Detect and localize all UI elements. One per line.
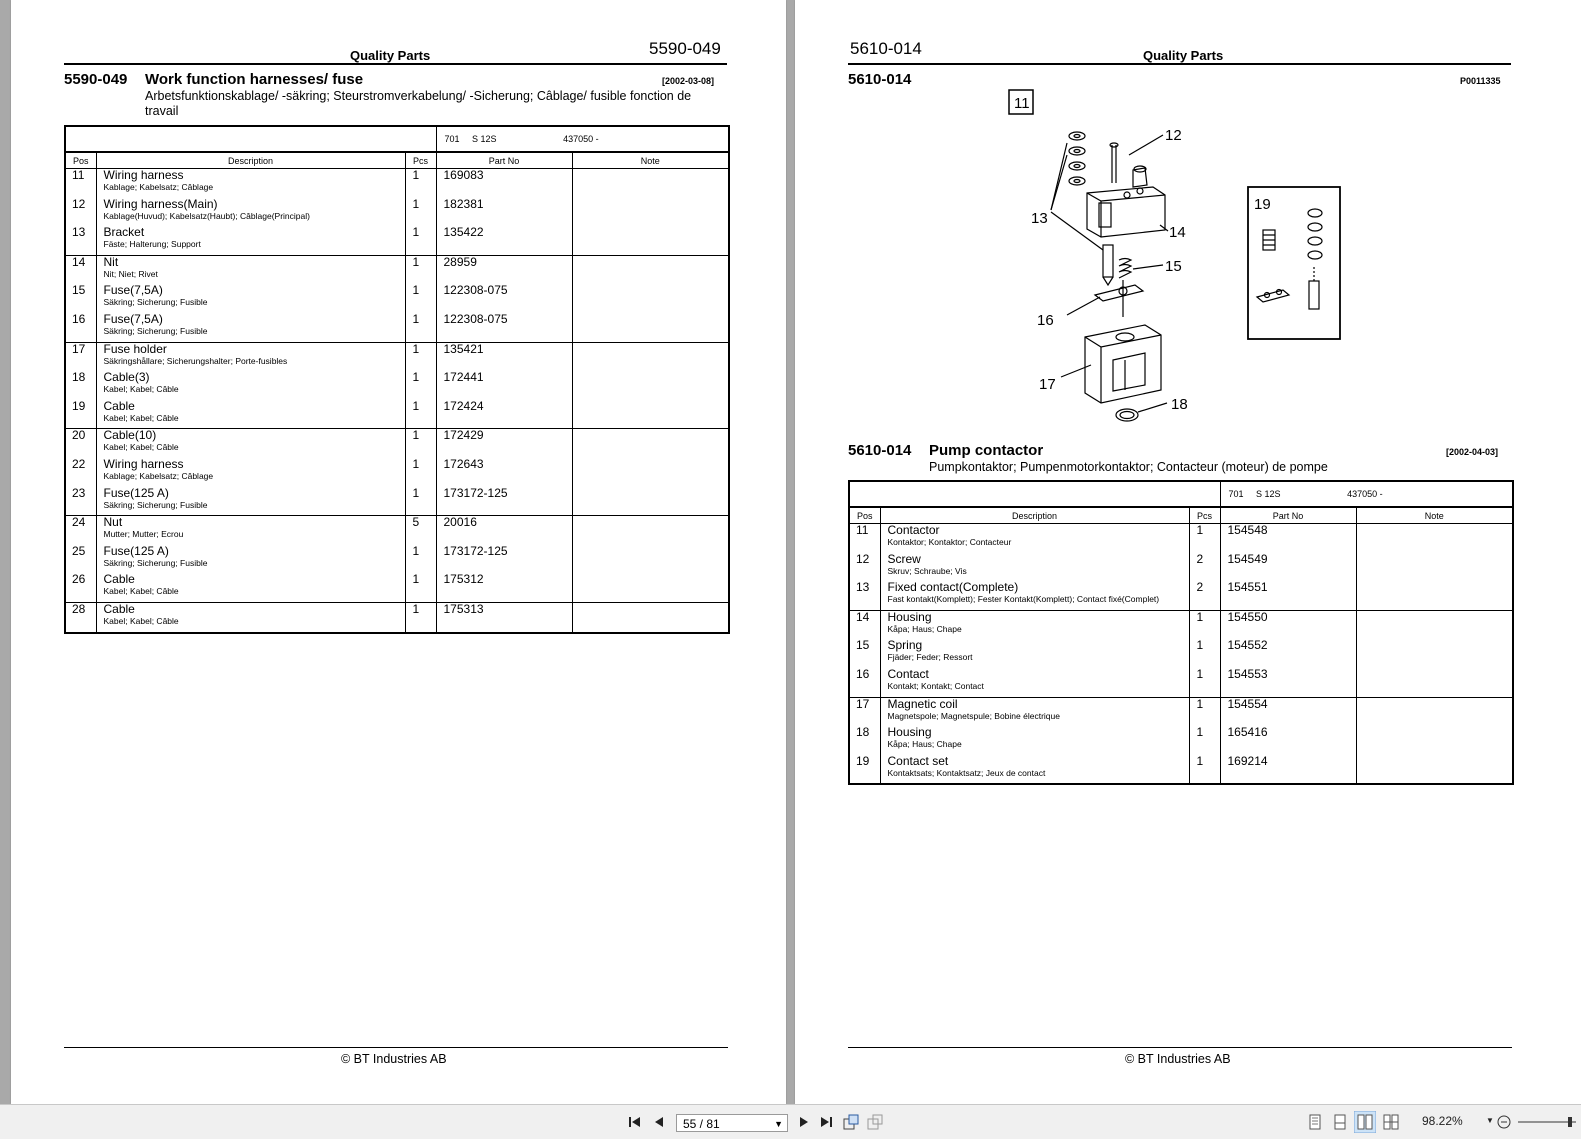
row-pcs: 1 bbox=[1189, 639, 1220, 668]
table-model-info bbox=[436, 126, 729, 152]
row-note bbox=[1356, 726, 1513, 755]
row-note bbox=[572, 371, 729, 400]
row-description bbox=[96, 313, 405, 342]
row-part-no: 175313 bbox=[436, 602, 572, 632]
row-desc-translations: Skruv; Schraube; Vis bbox=[887, 565, 967, 576]
row-pos: 28 bbox=[72, 601, 86, 616]
row-pos: 16 bbox=[65, 313, 96, 342]
row-description bbox=[880, 697, 1189, 726]
row-desc-translations: Fäste; Halterung; Support bbox=[103, 239, 201, 250]
zoom-out-icon[interactable] bbox=[1496, 1114, 1512, 1130]
row-pos: 18 bbox=[72, 370, 86, 385]
row-desc-translations: Kabel; Kabel; Câble bbox=[103, 615, 179, 626]
row-part-no: 182381 bbox=[436, 198, 572, 227]
row-note bbox=[1356, 581, 1513, 610]
row-note bbox=[572, 516, 729, 545]
callout-12: 12 bbox=[1165, 127, 1182, 144]
table-row bbox=[65, 371, 729, 400]
col-description: Description bbox=[96, 152, 405, 169]
row-part-no: 154550 bbox=[1220, 610, 1356, 639]
zoom-slider[interactable] bbox=[1516, 1114, 1578, 1130]
row-pos: 13 bbox=[849, 581, 880, 610]
table-row bbox=[849, 668, 1513, 697]
row-description bbox=[96, 429, 405, 458]
row-desc-main: Contact set bbox=[887, 753, 949, 768]
row-pcs: 2 bbox=[1189, 581, 1220, 610]
col-part-no: Part No bbox=[436, 152, 572, 169]
row-pos: 25 bbox=[72, 543, 86, 558]
continuous-two-page-icon[interactable] bbox=[1382, 1113, 1400, 1131]
row-note bbox=[572, 313, 729, 342]
row-desc-main: Fuse holder bbox=[103, 341, 167, 356]
row-pcs: 5 bbox=[405, 516, 436, 545]
row-pos: 24 bbox=[72, 515, 86, 530]
row-part-no: 165416 bbox=[1220, 726, 1356, 755]
chevron-down-icon[interactable]: ▼ bbox=[774, 1119, 783, 1129]
zoom-dropdown-icon[interactable]: ▼ bbox=[1486, 1116, 1494, 1125]
table-row bbox=[849, 726, 1513, 755]
table-row bbox=[65, 429, 729, 458]
table-row bbox=[65, 458, 729, 487]
row-description bbox=[96, 545, 405, 574]
single-page-icon[interactable] bbox=[1307, 1113, 1323, 1131]
row-desc-translations: Säkring; Sicherung; Fusible bbox=[103, 557, 208, 568]
prev-page-icon[interactable] bbox=[652, 1114, 666, 1130]
row-part-no: 173172-125 bbox=[436, 487, 572, 516]
table-row bbox=[65, 545, 729, 574]
row-description bbox=[96, 169, 405, 198]
row-note bbox=[1356, 524, 1513, 553]
row-note bbox=[572, 573, 729, 602]
row-desc-main: Fuse(7,5A) bbox=[103, 311, 163, 326]
page-left bbox=[11, 0, 786, 1104]
row-desc-main: Fuse(7,5A) bbox=[103, 283, 163, 298]
row-pos: 20 bbox=[72, 428, 86, 443]
table-row bbox=[65, 169, 729, 198]
row-pcs: 1 bbox=[405, 487, 436, 516]
row-pos: 19 bbox=[65, 400, 96, 429]
row-desc-main: Cable(10) bbox=[103, 428, 157, 443]
row-note bbox=[1356, 697, 1513, 726]
table-row bbox=[849, 697, 1513, 726]
row-part-no: 28959 bbox=[436, 255, 572, 284]
callout-19: 19 bbox=[1254, 196, 1271, 213]
row-desc-main: Nit bbox=[103, 254, 119, 269]
row-desc-main: Contactor bbox=[887, 523, 940, 537]
row-pos: 15 bbox=[856, 638, 870, 653]
row-note bbox=[572, 284, 729, 313]
footer-rule bbox=[64, 1047, 728, 1048]
table-row bbox=[65, 226, 729, 255]
col-pos: Pos bbox=[65, 152, 96, 169]
section-date: [2002-04-03] bbox=[1446, 447, 1499, 457]
row-pcs: 1 bbox=[405, 371, 436, 400]
row-desc-translations: Säkring; Sicherung; Fusible bbox=[103, 297, 208, 308]
row-part-no: 154549 bbox=[1220, 553, 1356, 582]
table-row bbox=[849, 755, 1513, 785]
row-pcs: 1 bbox=[405, 429, 436, 458]
row-note bbox=[572, 458, 729, 487]
row-desc-translations: Fjäder; Feder; Ressort bbox=[887, 652, 973, 663]
row-pcs: 2 bbox=[1189, 553, 1220, 582]
row-desc-main: Housing bbox=[887, 725, 932, 740]
row-pcs: 1 bbox=[405, 198, 436, 227]
row-pos: 17 bbox=[856, 696, 870, 711]
row-desc-translations: Kablage; Kabelsatz; Câblage bbox=[103, 470, 214, 481]
row-note bbox=[572, 226, 729, 255]
row-note bbox=[572, 169, 729, 198]
page-number-input[interactable] bbox=[676, 1114, 788, 1132]
row-desc-translations: Kabel; Kabel; Câble bbox=[103, 442, 179, 453]
col-description: Description bbox=[880, 507, 1189, 524]
row-desc-main: Fixed contact(Complete) bbox=[887, 580, 1019, 595]
row-desc-translations: Kontaktsats; Kontaktsatz; Jeux de contact bbox=[887, 767, 1046, 778]
row-desc-translations: Mutter; Mutter; Ecrou bbox=[103, 529, 184, 540]
row-note bbox=[572, 255, 729, 284]
row-part-no: 154551 bbox=[1220, 581, 1356, 610]
row-note bbox=[572, 400, 729, 429]
serial-range: 437050 - bbox=[563, 134, 599, 144]
footer-copyright: © BT Industries AB bbox=[1125, 1052, 1231, 1066]
page-right bbox=[795, 0, 1581, 1104]
exploded-view-figure bbox=[995, 85, 1355, 430]
row-description bbox=[96, 400, 405, 429]
row-description bbox=[880, 553, 1189, 582]
row-note bbox=[1356, 610, 1513, 639]
row-pos: 22 bbox=[72, 456, 86, 471]
row-description bbox=[96, 602, 405, 632]
row-pcs: 1 bbox=[1189, 668, 1220, 697]
row-desc-translations: Kablage(Huvud); Kabelsatz(Haubt); Câblage(Principal) bbox=[103, 210, 310, 221]
row-desc-translations: Kablage; Kabelsatz; Câblage bbox=[103, 182, 214, 192]
row-desc-main: Bracket bbox=[103, 225, 145, 240]
table-row bbox=[65, 516, 729, 545]
table-header bbox=[849, 507, 1513, 524]
row-desc-main: Cable bbox=[103, 601, 135, 616]
row-part-no: 169083 bbox=[436, 169, 572, 198]
row-pcs: 1 bbox=[405, 342, 436, 371]
row-desc-translations: Fast kontakt(Komplett); Fester Kontakt(Komplett); Contact fixé(Complet) bbox=[887, 594, 1160, 605]
row-pcs: 1 bbox=[405, 400, 436, 429]
section-date: [2002-03-08] bbox=[662, 76, 715, 86]
model-code: 701 bbox=[444, 134, 460, 144]
table-row bbox=[65, 255, 729, 284]
row-part-no: 172441 bbox=[436, 371, 572, 400]
row-note bbox=[1356, 639, 1513, 668]
image-ref: P0011335 bbox=[1460, 76, 1501, 86]
footer-rule bbox=[848, 1047, 1512, 1048]
row-pcs: 1 bbox=[1189, 697, 1220, 726]
table-model-info bbox=[1220, 481, 1513, 507]
row-pcs: 1 bbox=[405, 226, 436, 255]
col-pcs: Pcs bbox=[405, 152, 436, 169]
header-rule bbox=[848, 63, 1511, 65]
row-description bbox=[880, 524, 1189, 553]
row-pos: 16 bbox=[849, 668, 880, 697]
col-part-no: Part No bbox=[1220, 507, 1356, 524]
table-row bbox=[849, 553, 1513, 582]
row-part-no: 135421 bbox=[436, 342, 572, 371]
row-pcs: 1 bbox=[405, 458, 436, 487]
row-desc-main: Contact bbox=[887, 666, 929, 681]
col-note: Note bbox=[572, 152, 729, 169]
row-desc-main: Housing bbox=[887, 609, 932, 624]
row-desc-translations: Kontakt; Kontakt; Contact bbox=[887, 680, 984, 691]
row-desc-main: Wiring harness(Main) bbox=[103, 196, 218, 211]
row-description bbox=[96, 255, 405, 284]
table-row bbox=[65, 342, 729, 371]
row-pos: 14 bbox=[72, 254, 86, 269]
row-part-no: 173172-125 bbox=[436, 545, 572, 574]
row-pos: 26 bbox=[65, 573, 96, 602]
table-row bbox=[65, 573, 729, 602]
row-pcs: 1 bbox=[1189, 610, 1220, 639]
table-row bbox=[849, 581, 1513, 610]
row-part-no: 172429 bbox=[436, 429, 572, 458]
row-desc-main: Magnetic coil bbox=[887, 696, 958, 711]
row-part-no: 135422 bbox=[436, 226, 572, 255]
row-part-no: 122308-075 bbox=[436, 284, 572, 313]
callout-18: 18 bbox=[1171, 396, 1188, 413]
two-page-icon[interactable] bbox=[1354, 1111, 1376, 1133]
row-pos: 12 bbox=[856, 551, 870, 566]
section-subtitle: Pumpkontaktor; Pumpenmotorkontaktor; Contacteur (moteur) de pompe bbox=[929, 460, 1328, 474]
row-part-no: 154554 bbox=[1220, 697, 1356, 726]
row-description bbox=[96, 284, 405, 313]
row-part-no: 154548 bbox=[1220, 524, 1356, 553]
row-description bbox=[96, 226, 405, 255]
table-row bbox=[65, 198, 729, 227]
serial-range: 437050 - bbox=[1347, 489, 1383, 499]
row-pcs: 1 bbox=[405, 602, 436, 632]
header-number: 5610-014 bbox=[850, 39, 922, 58]
model-name: S 12S bbox=[472, 134, 497, 144]
row-pcs: 1 bbox=[405, 169, 436, 198]
table-row bbox=[849, 610, 1513, 639]
row-desc-translations: Nit; Niet; Rivet bbox=[103, 268, 158, 279]
row-desc-main: Cable(3) bbox=[103, 370, 150, 385]
table-row bbox=[65, 313, 729, 342]
table-row bbox=[65, 400, 729, 429]
row-part-no: 20016 bbox=[436, 516, 572, 545]
header-rule bbox=[64, 63, 727, 65]
row-part-no: 172643 bbox=[436, 458, 572, 487]
row-pcs: 1 bbox=[405, 284, 436, 313]
table-row bbox=[849, 639, 1513, 668]
row-note bbox=[1356, 755, 1513, 785]
row-desc-main: Cable bbox=[103, 572, 135, 587]
zoom-level[interactable]: 98.22% bbox=[1422, 1114, 1463, 1128]
row-description bbox=[96, 516, 405, 545]
row-description bbox=[880, 755, 1189, 785]
last-page-icon[interactable] bbox=[818, 1114, 834, 1130]
row-desc-translations: Kontaktor; Kontaktor; Contacteur bbox=[887, 537, 1012, 547]
fit-width-icon[interactable] bbox=[866, 1113, 884, 1131]
table-header bbox=[65, 152, 729, 169]
row-desc-main: Nut bbox=[103, 515, 123, 530]
header-title: Quality Parts bbox=[350, 48, 431, 63]
fit-page-icon[interactable] bbox=[842, 1113, 860, 1131]
section-title: Work function harnesses/ fuse bbox=[145, 71, 364, 88]
row-desc-translations: Säkringshållare; Sicherungshalter; Porte-fusibles bbox=[103, 355, 288, 366]
row-pos: 17 bbox=[72, 341, 86, 356]
first-page-icon[interactable] bbox=[627, 1114, 643, 1130]
row-note bbox=[572, 429, 729, 458]
model-name: S 12S bbox=[1256, 489, 1281, 499]
row-desc-main: Cable bbox=[103, 398, 135, 413]
table-row bbox=[65, 487, 729, 516]
row-desc-main: Screw bbox=[887, 551, 921, 566]
parts-table bbox=[848, 480, 1514, 785]
row-note bbox=[572, 487, 729, 516]
row-desc-main: Fuse(125 A) bbox=[103, 485, 169, 500]
row-pos: 11 bbox=[72, 168, 85, 182]
row-desc-translations: Magnetspole; Magnetspule; Bobine électrique bbox=[887, 710, 1060, 721]
section-number: 5590-049 bbox=[64, 71, 128, 88]
row-part-no: 154553 bbox=[1220, 668, 1356, 697]
row-description bbox=[880, 610, 1189, 639]
parts-table bbox=[64, 125, 730, 634]
row-part-no: 172424 bbox=[436, 400, 572, 429]
row-desc-translations: Kåpa; Haus; Chape bbox=[887, 623, 962, 634]
row-pos: 23 bbox=[65, 487, 96, 516]
page-indicator: 55 / 81 bbox=[683, 1117, 720, 1131]
row-pcs: 1 bbox=[1189, 726, 1220, 755]
callout-16: 16 bbox=[1037, 312, 1054, 329]
row-pcs: 1 bbox=[1189, 524, 1220, 553]
row-desc-main: Wiring harness bbox=[103, 456, 184, 471]
row-desc-translations: Kabel; Kabel; Câble bbox=[103, 412, 179, 423]
next-page-icon[interactable] bbox=[797, 1114, 811, 1130]
row-pcs: 1 bbox=[405, 545, 436, 574]
row-description bbox=[96, 487, 405, 516]
header-number: 5590-049 bbox=[649, 39, 721, 58]
viewer-toolbar bbox=[0, 1104, 1581, 1139]
row-part-no: 175312 bbox=[436, 573, 572, 602]
row-pcs: 1 bbox=[405, 255, 436, 284]
callout-14: 14 bbox=[1169, 224, 1186, 241]
header-title: Quality Parts bbox=[1143, 48, 1224, 63]
row-pos: 15 bbox=[72, 283, 86, 298]
section-title: Pump contactor bbox=[929, 442, 1044, 459]
section-number-top: 5610-014 bbox=[848, 71, 912, 88]
model-code: 701 bbox=[1228, 489, 1244, 499]
row-desc-main: Wiring harness bbox=[103, 168, 184, 182]
row-description bbox=[96, 573, 405, 602]
row-note bbox=[1356, 668, 1513, 697]
section-subtitle: Arbetsfunktionskablage/ -säkring; Steurstromverkabelung/ -Sicherung; Câblage/ fusible fonction de travail bbox=[145, 89, 692, 118]
row-description bbox=[96, 458, 405, 487]
row-pos: 12 bbox=[72, 196, 86, 211]
col-note: Note bbox=[1356, 507, 1513, 524]
row-pcs: 1 bbox=[405, 313, 436, 342]
row-part-no: 169214 bbox=[1220, 755, 1356, 785]
footer-copyright: © BT Industries AB bbox=[341, 1052, 447, 1066]
row-desc-translations: Säkring; Sicherung; Fusible bbox=[103, 499, 208, 510]
row-description bbox=[880, 726, 1189, 755]
row-pcs: 1 bbox=[1189, 755, 1220, 785]
callout-17: 17 bbox=[1039, 376, 1056, 393]
row-note bbox=[572, 545, 729, 574]
continuous-page-icon[interactable] bbox=[1332, 1113, 1348, 1131]
row-pos: 18 bbox=[856, 725, 870, 740]
row-desc-main: Fuse(125 A) bbox=[103, 543, 169, 558]
row-desc-translations: Kabel; Kabel; Câble bbox=[103, 384, 179, 395]
row-desc-translations: Kabel; Kabel; Câble bbox=[103, 586, 179, 597]
row-desc-main: Spring bbox=[887, 638, 923, 653]
row-description bbox=[96, 342, 405, 371]
row-desc-translations: Säkring; Sicherung; Fusible bbox=[103, 325, 208, 336]
table-row bbox=[65, 284, 729, 313]
row-pos: 13 bbox=[65, 226, 96, 255]
row-note bbox=[572, 342, 729, 371]
callout-11: 11 bbox=[1014, 95, 1030, 112]
row-pos: 14 bbox=[856, 609, 870, 624]
row-note bbox=[1356, 553, 1513, 582]
row-pos: 19 bbox=[856, 753, 870, 768]
col-pcs: Pcs bbox=[1189, 507, 1220, 524]
callout-15: 15 bbox=[1165, 258, 1182, 275]
row-part-no: 122308-075 bbox=[436, 313, 572, 342]
row-description bbox=[880, 668, 1189, 697]
row-description bbox=[880, 581, 1189, 610]
row-description bbox=[96, 371, 405, 400]
col-pos: Pos bbox=[849, 507, 880, 524]
row-description bbox=[880, 639, 1189, 668]
callout-13: 13 bbox=[1031, 210, 1048, 227]
row-pcs: 1 bbox=[405, 573, 436, 602]
section-number: 5610-014 bbox=[848, 442, 912, 459]
row-note bbox=[572, 198, 729, 227]
row-pos: 11 bbox=[856, 523, 869, 537]
row-description bbox=[96, 198, 405, 227]
row-note bbox=[572, 602, 729, 632]
row-desc-translations: Kåpa; Haus; Chape bbox=[887, 739, 962, 750]
table-row bbox=[65, 602, 729, 632]
table-row bbox=[849, 524, 1513, 553]
row-part-no: 154552 bbox=[1220, 639, 1356, 668]
